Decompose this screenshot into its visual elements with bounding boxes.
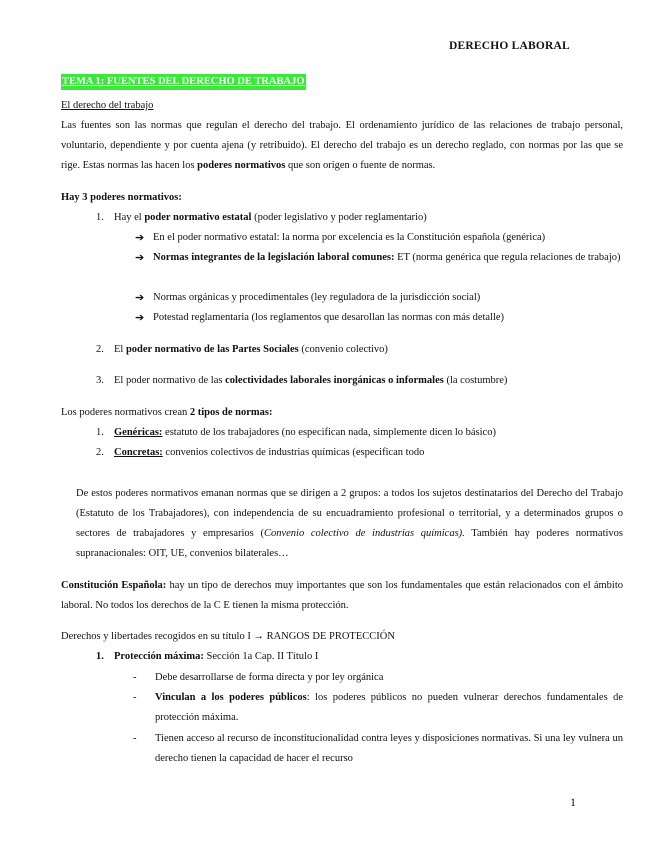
sub-item-2: ➔ Normas integrantes de la legislación laboral comunes: ET (norma genérica que regula relaciones de trabajo) — [135, 248, 623, 268]
page-number: 1 — [570, 795, 576, 809]
dash-item-3: - Tienen acceso al recurso de inconstitucionalidad contra leyes y disposiciones normativas. Si una ley vulnera un derecho tienen la capacidad de hacer el recurso — [133, 733, 623, 764]
topic-heading: TEMA 1: FUENTES DEL DERECHO DE TRABAJO — [61, 74, 306, 90]
section-heading: El derecho del trabajo — [61, 100, 154, 111]
power-item-3: 3. El poder normativo de las colectividades laborales inorgánicas o informales (la costumbre) — [96, 375, 508, 386]
dash-item-2: - Vinculan a los poderes públicos: los poderes públicos no pueden vulnerar derechos fundamentales de protección máxima. — [133, 692, 623, 723]
power-item-1: 1. Hay el poder normativo estatal (poder legislativo y poder reglamentario) — [96, 212, 427, 223]
norm-type-2: 2. Concretas: convenios colectivos de industrias químicas (especifican todo — [96, 447, 425, 458]
constitution-paragraph: Constitución Española: hay un tipo de derechos muy importantes que son los fundamentales que están relacionados con el ámbito laboral. No todos los derechos de la C E tienen la misma protección. — [61, 580, 623, 611]
rights-line: Derechos y libertades recogidos en su título I → RANGOS DE PROTECCIÓN — [61, 631, 395, 642]
powers-heading: Hay 3 poderes normativos: — [61, 192, 182, 203]
arrow-icon: ➔ — [135, 312, 145, 324]
intro-paragraph: Las fuentes son las normas que regulan el derecho del trabajo. El ordenamiento jurídico de las relaciones de trabajo personal, voluntario, dependiente y por cuenta ajena (y retribuido). El derecho del trabajo es un derecho reglado, con normas por las que se rige. Estas normas las hacen los poderes normativos que son origen o fuente de normas. — [61, 120, 623, 171]
norm-type-1: 1. Genéricas: estatuto de los trabajadores (no especifican nada, simplemente dicen lo básico) — [96, 427, 496, 438]
sub-item-1: ➔ En el poder normativo estatal: la norma por excelencia es la Constitución española (genérica) — [135, 228, 623, 248]
protection-item-1: 1. Protección máxima: Sección 1a Cap. II Título I — [96, 651, 319, 662]
arrow-icon: ➔ — [135, 292, 145, 304]
arrow-icon: ➔ — [135, 232, 145, 244]
arrow-icon: ➔ — [135, 252, 145, 264]
dash-item-1: - Debe desarrollarse de forma directa y por ley orgánica — [133, 672, 384, 683]
sub-item-3: ➔ Normas orgánicas y procedimentales (ley reguladora de la jurisdicción social) — [135, 288, 623, 308]
sub-item-4: ➔ Potestad reglamentaria (los reglamentos que desarollan las normas con más detalle) — [135, 308, 623, 328]
power-item-2: 2. El poder normativo de las Partes Sociales (convenio colectivo) — [96, 344, 388, 355]
norm-types-heading: Los poderes normativos crean 2 tipos de normas: — [61, 407, 273, 418]
running-header: DERECHO LABORAL — [449, 40, 570, 52]
groups-paragraph: De estos poderes normativos emanan normas que se dirigen a 2 grupos: a todos los sujetos destinatarios del Derecho del Trabajo (Estatuto de los Trabajadores), con independencia de su encuadramiento profesional o territorial, y a determinados grupos o sectores de trabajadores y empresarios (Convenio colectivo de industrias químicas). También hay poderes normativos supranacionales: OIT, UE, convenios bilaterales… — [76, 488, 623, 559]
